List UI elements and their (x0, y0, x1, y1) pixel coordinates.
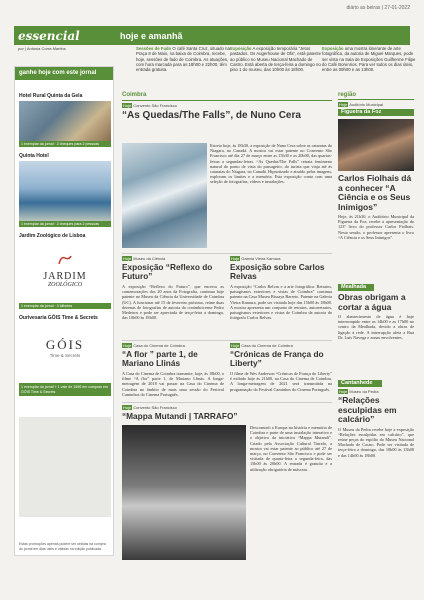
article-tag (122, 405, 332, 410)
section-coimbra: Coimbra (122, 92, 147, 98)
teaser-text: A exposição temporária “Jetos pastados. Os Augerhouse de Ofa”, está patente ao público no Museu Nacional Machado de Castro. Está aberta de terça-feira a domingo no piso 1 do museu, das 10h00 às 18h00. (230, 46, 322, 73)
divider (122, 340, 332, 341)
tag-day: Hoje (231, 256, 240, 261)
tag-day: Hoje (123, 256, 132, 261)
zoo-logo-small: ZOOLÓGICO (47, 282, 83, 288)
sidebar-blank (15, 417, 115, 527)
article-body: O abastecimento de água é hoje interrompido entre as 14h00 e as 17h00 no centro da Mealhada, devido a obras de ligação à rede. A interrupção afeta a Rua Dr. Luís Navega e zonas envolventes. (338, 314, 414, 340)
tag-day: Hoje (339, 102, 348, 107)
offer-title: Jardim Zoológico de Lisboa (19, 233, 86, 239)
article-body: A Casa do Cinema de Coimbra transmite, hoje, às 18h00, o filme “A flor” parte 1, de Mariano Llinás. A longa-metragem de 2018 vai passar na Casa do Cinema de Coimbra no âmbito de mais uma sessão do Festival Caminhos do Cinema Português. (122, 371, 224, 397)
article-headline: “Mappa Mutandi | TARRAFO” (122, 411, 238, 421)
article-headline: “A flor ” parte 1, de Mariano Llinás (122, 349, 198, 368)
teaser-head: Exposição (230, 46, 252, 51)
article-tag (122, 256, 224, 261)
section-banner (14, 26, 410, 45)
teaser-exposicao-2 (322, 46, 416, 72)
article-body: A exposição “Carlos Relvas e a arte fotográfica. Retratos, paisagismos exteriores e vistas de Coimbra” continua patente na Casa Museu Bissaya Barreto. Patente na Galeria Vieira Kamura, pode ser visitada hoje das 15h00 às 18h00. A mostra apresenta um conjunto de retratos, autorretratos, paisagismos exteriores e vistas de Coimbra da autoria do fotógrafo Carlos Relvas. (230, 284, 332, 321)
offer-zoo (15, 231, 115, 309)
teaser-text: O café Santa Cruz, situado na Praça 8 de Maio, na baixa de Coimbra, recebe, hoje, sessões de fado de Coimbra. As atuações, com hora marcada para as 18h00 e 22h00, têm entrada gratuita. (136, 46, 230, 73)
article-headline: Carlos Fiolhais dá a conhecer “A Ciência e os Seus Inimigos” (338, 173, 412, 212)
gois-logo (19, 325, 111, 381)
brand-box (14, 26, 114, 45)
offer-gois (15, 313, 115, 398)
offer-title: Hotel Rural Quinta da Gela (19, 93, 83, 99)
divider (122, 402, 332, 403)
tag-day: Hoje (231, 343, 240, 348)
article-body: A exposição “Reflexo do Futuro”, que encerra as comemorações dos 20 anos da Fotografia, continua hoje patente no Museu da Ciência da Universidade de Coimbra (UC). A funcionar até 15 de fevereiro próximo, reúne duas dezenas de fotografias de autoria do conimbricense Pedro Medeiros e pode ser apreciada de terça-feira a domingo, das 10h00 às 18h00. (122, 284, 224, 321)
offers-sidebar (14, 66, 114, 556)
tag-place: Convento São Francisco (133, 103, 178, 108)
tag-day: Hoje (123, 343, 132, 348)
article-headline: Exposição “Reflexo do Futuro” (122, 262, 213, 281)
article-tag (230, 343, 332, 348)
tag-place: Auditório Municipal (349, 102, 384, 107)
offer-title: Ourivesaria GÓIS Time & Secrets (19, 315, 98, 321)
sidebar-heading: ganhe hoje com este jornal (15, 67, 113, 80)
tag-place: Museu da Pedra (349, 389, 379, 394)
article-headline: “Relações esculpidas em calcário” (338, 395, 397, 424)
zoo-logo-big: JARDIM (43, 271, 87, 282)
tag-place: Casa do Cinema de Coimbra (241, 343, 293, 348)
article-quedas (122, 103, 332, 125)
article-reflexo (122, 256, 224, 338)
article-body: O Museu da Pedra recebe hoje a exposição “Relações esculpidas em calcário”, que reúne peças do espólio do Museu Nacional Machado de Castro. Pode ser visitada de terça-feira a domingo, das 10h00 às 13h00 e das 14h00 às 18h00. (338, 426, 414, 458)
offer-meta: 1 exemplar da jornal · 2 cheques para 2 pessoas (19, 221, 111, 227)
tag-place: Museu da Ciência (133, 256, 166, 261)
zoo-logo (19, 243, 111, 301)
article-headline: “Crónicas de França do Liberty” (230, 349, 324, 368)
masthead (0, 0, 424, 14)
sidebar-footer: Estas promoções apenas podem ser obtidas na compra do jornal em dias úteis e válidas na edição publicada. (19, 542, 106, 551)
article-tag (122, 343, 224, 348)
offer-promo: 1 exemplar da jornal + 1 vale de 150€ em compras em GÓIS Time & Secrets (19, 383, 111, 396)
article-tag (122, 103, 332, 108)
article-headline: “As Quedas/The Falls”, de Nuno Cera (122, 110, 301, 121)
article-body: Estreia hoje, às 18h30, a exposição de Nuno Cera sobre as cataratas do Niagara, no Canadá. A mostra vai estar patente no Convento São Francisco até dia 27 de março entre as 15h30 e as 20h00, das quartas-feiras a segundas-feiras. “As Quedas/The Falls” retrata fenómeno natural do ponto de vista do passageiro, do turista que viaja até às cataratas do Niagara, no Canadá. Hipnotizado e atraído pelas imagens, exploram os limites e a memória. Esta exposição conta com uma seleção de fotografias, vídeos e instalações. (210, 143, 332, 185)
teaser-fado (136, 46, 230, 72)
fiolhais-photo (338, 119, 414, 171)
offer-quinta-hotel (15, 151, 115, 227)
offer-meta: 1 exemplar da jornal · 3 bilhetes (19, 303, 111, 309)
article-cronicas (230, 343, 332, 409)
teaser-exposicao-1 (230, 46, 324, 72)
teaser-text: uma mostra itinerante de arte fotográfica, da autoria de Miguel Marques, pode ser vista na Sala de Exposições Guilherme Filipe do Café Borenrios. Para ver todos os dias úteis, entre as 09h00 e as 13h00. (322, 46, 416, 73)
pool-photo (19, 161, 111, 221)
offer-meta: 1 exemplar da jornal · 2 cheques para 2 pessoas (19, 141, 111, 147)
region-column (338, 92, 414, 487)
article-tag (338, 389, 414, 394)
gois-logo-big: GÓIS (45, 337, 85, 352)
tag-place: Convento São Francisco (133, 405, 178, 410)
divider (122, 253, 332, 254)
article-body: O filme de Wes Anderson “Crónicas de França do Liberty” é exibido hoje às 21h00, na Casa do Cinema de Coimbra. A longa-metragem de 2021 será transmitida na programação do Festival Caminhos do Cinema Português. (230, 371, 332, 392)
waterfall-photo (122, 143, 207, 248)
article-mutandi (122, 405, 332, 424)
brand-title: essencial (18, 28, 80, 43)
section-title: hoje e amanhã (114, 26, 410, 45)
article-headline: Exposição sobre Carlos Relvas (230, 262, 325, 281)
teaser-head: Sessões de Fado (136, 46, 172, 51)
advert-space (19, 417, 111, 517)
article-tag (230, 256, 332, 261)
offer-title: Quinta Hotel (19, 153, 49, 159)
tag-place: Galeria Vieira Kamura (241, 256, 281, 261)
tag-day: Hoje (123, 405, 132, 410)
offer-quinta-gela (15, 91, 115, 147)
brand-subtitle: por | Antónia Corra Martins (18, 46, 66, 51)
section-regiao: região (338, 92, 357, 98)
article-body: Hoje, às 21h30, o Auditório Municipal da Figueira da Foz, recebe a apresentação do 123º livro do professor Carlos Fiolhais. Nesta sessão, o professor apresenta o livro “A Ciência e os Seus Inimigos”. (338, 214, 414, 240)
hotel-photo (19, 101, 111, 141)
city-bar-cantanhede: Cantanhede (338, 380, 382, 387)
article-flor (122, 343, 224, 409)
tag-day: Hoje (123, 103, 132, 108)
section-rule (338, 99, 414, 100)
gois-logo-small: Time & Secrets (49, 353, 81, 358)
teaser-head: Exposição (322, 46, 344, 51)
band-photo (122, 425, 246, 560)
tag-place: Casa do Cinema de Coimbra (133, 343, 185, 348)
article-body: Desconstrói a Europa na história e memória de Coimbra e parte de uma instalação interativa e o objetivo da iniciativa “Mappa Mutandi”. Criado pela Associação Cultural Tarrafo, a mostra vai estar patente ao público até 27 de março, no Convento São Francisco e pode ser visitada de quarta-feira a segunda-feira, das 15h00 às 20h00. A entrada é gratuita e a utilização obrigatória de máscara. (250, 425, 332, 472)
city-bar-figueira: Figueira da Foz (338, 109, 414, 116)
tag-day: Hoje (339, 389, 348, 394)
article-tag (338, 102, 414, 107)
paper-date: diário as beiras | 27-01-2022 (346, 5, 410, 11)
section-rule (122, 100, 332, 101)
flamingo-icon (55, 254, 75, 266)
article-relvas (230, 256, 332, 338)
city-bar-mealhada: Mealhada (338, 284, 374, 291)
article-headline: Obras obrigam a cortar a água (338, 292, 406, 312)
